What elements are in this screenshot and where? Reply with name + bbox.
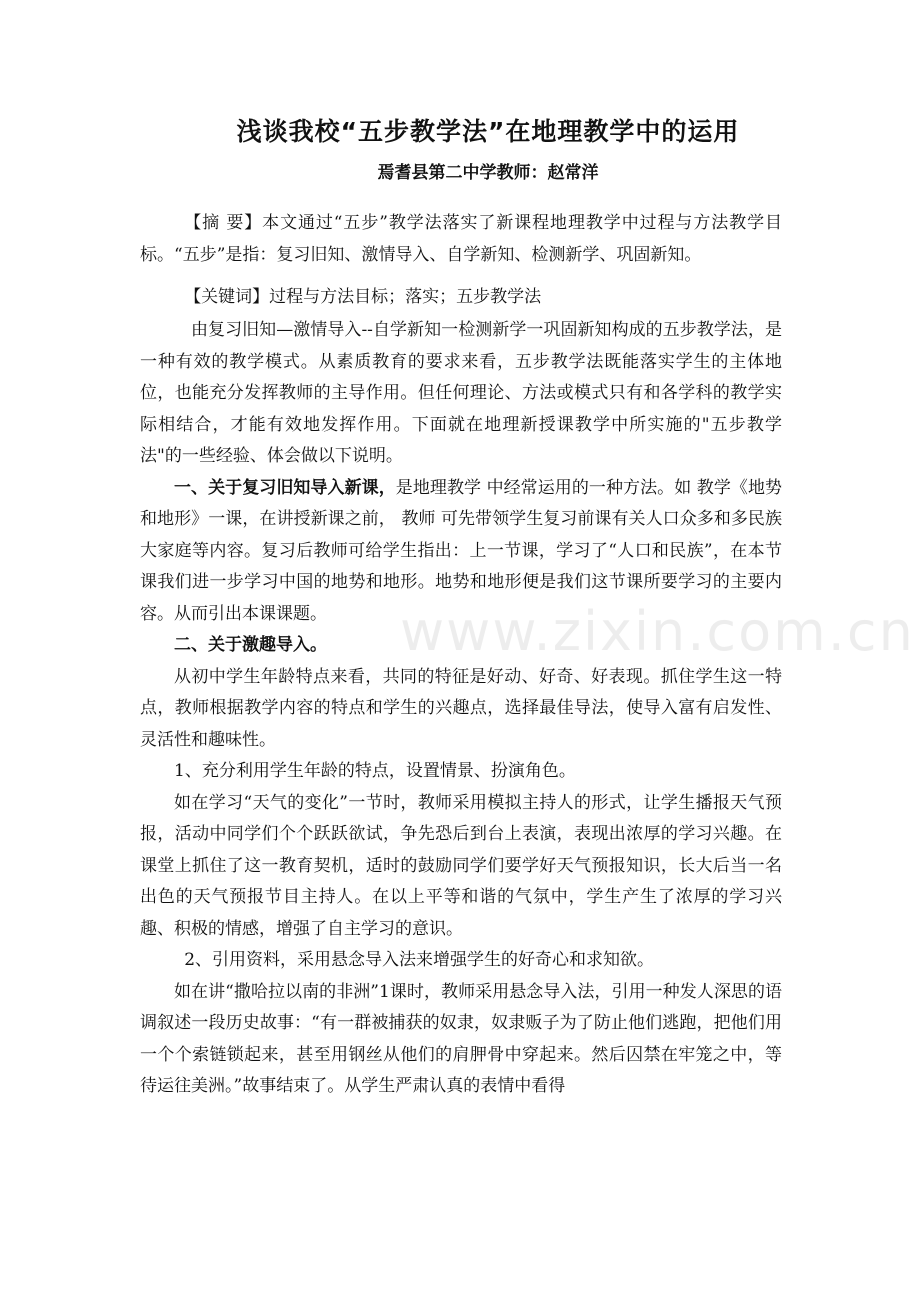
section2-intro-paragraph: 从初中学生年龄特点来看，共同的特征是好动、好奇、好表现。抓住学生这一特点，教师根据教学内容的特点和学生的兴趣点，选择最佳导法，使导入富有启发性、灵活性和趣味性。 (140, 666, 782, 750)
point1-heading: 1、充分利用学生年龄的特点，设置情景、扮演角色。 (174, 761, 576, 781)
point2-paragraph: 如在讲“撒哈拉以南的非洲”1课时，教师采用悬念导入法，引用一种发人深思的语调叙述一段历史故事：“有一群被捕获的奴隶，奴隶贩子为了防止他们逃跑，把他们用一个个索链锁起来，甚至用钢丝从他们的肩胛骨中穿起来。然后囚禁在牢笼之中，等待运往美洲。”故事结束了。从学生严肃认真的表情中看得 (140, 981, 782, 1096)
watermark: www.zixin.com.cn (400, 600, 915, 663)
abstract-paragraph: 【摘 要】本文通过“五步”教学法落实了新课程地理教学中过程与方法教学目标。“五步”是指：复习旧知、激情导入、自学新知、检测新学、巩固新知。 (140, 213, 782, 265)
point1-paragraph: 如在学习“天气的变化”一节时，教师采用模拟主持人的形式，让学生播报天气预报，活动中同学们个个跃跃欲试，争先恐后到台上表演，表现出浓厚的学习兴趣。在课堂上抓住了这一教育契机，适时的鼓励同学们要学好天气预报知识，长大后当一名出色的天气预报节目主持人。在以上平等和谐的气氛中，学生产生了浓厚的学习兴趣、积极的情感，增强了自主学习的意识。 (140, 792, 782, 939)
abstract-block (140, 208, 782, 271)
section1-text: 是地理教学 中经常运用的一种方法。如 教学《地势和地形》一课，在讲授新课之前， 教师 可先带领学生复习前课有关人口众多和多民族大家庭等内容。复习后教师可给学生指出：上一节课，学习了“人口和民族”，在本节课我们进一步学习中国的地势和地形。地势和地形便是我们这节课所要学习的主要内容。从而引出本课课题。 (140, 477, 783, 624)
document-title: 浅谈我校“五步教学法”在地理教学中的运用 (236, 117, 740, 146)
point2-heading: 2、引用资料，采用悬念导入法来增强学生的好奇心和求知欲。 (184, 950, 655, 970)
keywords-paragraph: 【关键词】过程与方法目标；落实；五步教学法 (184, 287, 542, 307)
section1-heading: 一、关于复习旧知导入新课， (174, 477, 396, 498)
keywords-block (140, 282, 782, 314)
author-line: 焉耆县第二中学教师：赵常洋 (377, 163, 599, 183)
section2-heading: 二、关于激趣导入。 (174, 635, 327, 655)
intro-paragraph: 由复习旧知—激情导入--自学新知一检测新学一巩固新知构成的五步教学法，是一种有效的教学模式。从素质教育的要求来看，五步教学法既能落实学生的主体地位，也能充分发挥教师的主导作用。但任何理论、方法或模式只有和各学科的教学实际相结合，才能有效地发挥作用。下面就在地理新授课教学中所实施的"五步教学法"的一些经验、体会做以下说明。 (140, 320, 782, 466)
main-body (140, 315, 782, 1103)
